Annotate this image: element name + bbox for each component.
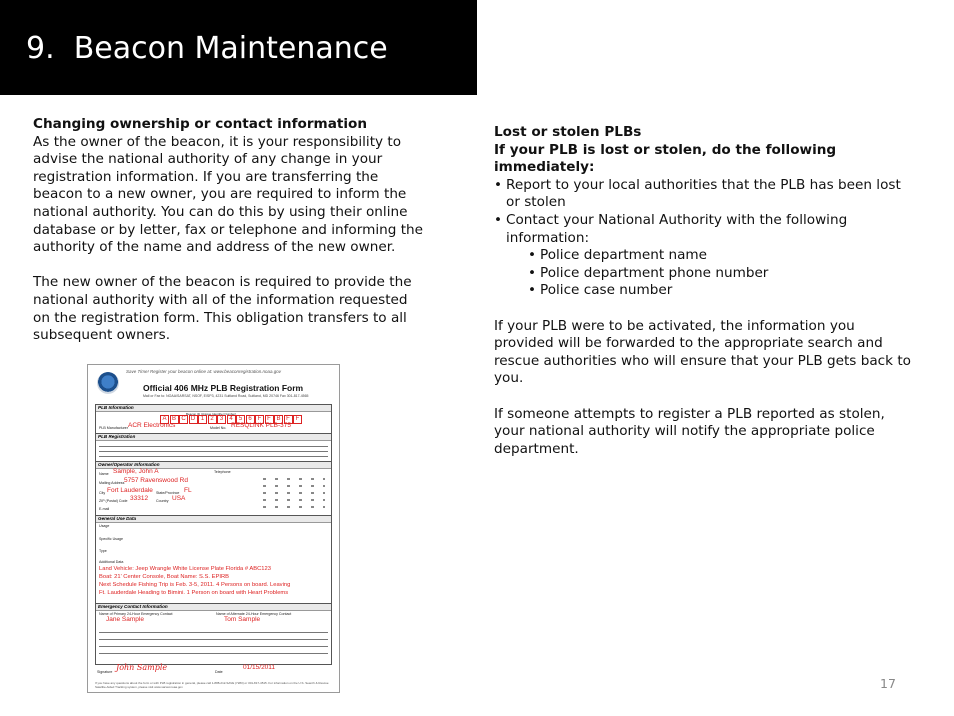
right-column	[494, 124, 914, 476]
form-title: Official 406 MHz PLB Registration Form	[143, 383, 304, 393]
list-item: • Contact your National Authority with the following information:	[494, 211, 848, 246]
form-additional-line: Next Schedule Fishing Trip is Feb. 3-5, 2011. 4 Persons on board. Leaving	[99, 582, 291, 588]
form-label: City	[99, 491, 106, 495]
ownership-paragraph-1: As the owner of the beacon, it is your responsibility to advise the national authority of any change in your registration information. If you are transferring the beacon to a new owner, you are required to inform the national authority. You can do this by using their online database or by letter, fax or telephone and informing the authority of the name and address of the new owner.	[33, 133, 423, 256]
form-zip-value: 33312	[130, 495, 149, 502]
form-plb-registration-section	[95, 433, 332, 463]
form-label: Name of Alternate 24-Hour Emergency Contact	[216, 612, 292, 616]
form-primary-contact-value: Jane Sample	[106, 616, 144, 623]
noaa-logo-icon	[97, 372, 119, 394]
form-plb-info-section	[95, 404, 332, 435]
form-label: Name of Primary 24-Hour Emergency Contact	[99, 612, 173, 616]
form-manufacturer-value: ACR Electronics	[128, 422, 176, 429]
form-label: Specific Usage	[99, 537, 123, 541]
page-title: 9. Beacon Maintenance	[26, 31, 388, 66]
form-label: E-mail	[99, 507, 110, 511]
form-country-value: USA	[172, 495, 186, 502]
ownership-heading: Changing ownership or contact information	[33, 116, 368, 132]
form-label: Type	[99, 549, 107, 553]
form-section-title: PLB Registration	[96, 434, 331, 441]
form-name-value: Sample, John A	[113, 468, 159, 475]
action-list	[494, 177, 914, 247]
header-bar	[0, 0, 477, 95]
form-additional-line: Boat: 21' Center Console, Boat Name: S.S. EPIRB	[99, 574, 229, 580]
form-label: Beacon ID (Unique Identifier Number)	[186, 412, 237, 416]
list-item: • Report to your local authorities that the PLB has been lost or stolen	[494, 176, 901, 211]
form-state-value: FL	[184, 487, 192, 494]
form-label: Country	[156, 499, 169, 503]
registration-form-image	[87, 364, 340, 693]
form-label: PLB Manufacturer	[99, 426, 128, 430]
list-item: • Police department name	[528, 247, 708, 264]
form-additional-line: Ft. Lauderdale Heading to Bimini. 1 Person on board with Heart Problems	[99, 590, 289, 596]
form-label: Usage	[99, 524, 110, 528]
form-owner-section	[95, 461, 332, 517]
form-city-value: Fort Lauderdale	[107, 487, 153, 494]
form-top-note: Save Time! Register your beacon online at: www.beaconregistration.noaa.gov	[126, 369, 282, 374]
form-model-value: RESQLINK PLB-375	[231, 422, 291, 429]
info-list	[494, 247, 914, 300]
page-number: 17	[880, 676, 896, 691]
form-section-title: General Use Data	[96, 516, 331, 523]
form-label: State/Province	[156, 491, 180, 495]
form-label: Signature	[97, 670, 113, 674]
form-label: Additional Data	[99, 560, 124, 564]
form-label: Name	[99, 472, 109, 476]
form-footer: If you have any questions about the form or with PLB registration in general, please call 1-888-212-SAVE (7283) or 301-817-4515. For information on the U.S. Search & Rescue Satellite-Aided Tracking system, please visit www.sarsat.noaa.gov	[95, 681, 329, 689]
form-signature: John Sample	[116, 663, 168, 672]
form-label: ZIP (Postal) Code	[99, 499, 128, 503]
form-label: Model No.	[210, 426, 227, 430]
lost-stolen-heading: Lost or stolen PLBs	[494, 124, 642, 140]
form-unique-id-boxes: A B C D 1 2 3 4 5 6 F F B F F	[160, 415, 303, 424]
form-emergency-section	[95, 603, 332, 665]
lost-stolen-subheading: If your PLB is lost or stolen, do the following immediately:	[494, 141, 837, 176]
ownership-paragraph-2: The new owner of the beacon is required to provide the national authority with all of the information requested on the registration form. This obligation transfers to all subsequent owners.	[33, 274, 412, 344]
form-section-title: Owner/Operator Information	[96, 462, 331, 469]
left-column	[33, 116, 425, 362]
form-section-title: PLB Information	[96, 405, 331, 412]
form-alternate-contact-value: Tom Sample	[224, 616, 261, 623]
list-item: • Police department phone number	[528, 264, 769, 281]
form-section-title: Emergency Contact Information	[96, 604, 331, 611]
form-date-value: 01/15/2011	[243, 664, 276, 671]
stolen-registration-paragraph: If someone attempts to register a PLB reported as stolen, your national authority will notify the appropriate police department.	[494, 405, 885, 457]
form-label: Date	[215, 670, 223, 674]
form-address: Mail or Fax to: NOAA/SARSAT, NSOF, E/SP3, 4231 Suitland Road, Suitland, MD 20746 Fax 301-817-4565	[143, 394, 309, 398]
form-general-use-section	[95, 515, 332, 605]
form-label: Mailing Address	[99, 481, 125, 485]
form-additional-line: Land Vehicle: Jeep Wrangle White License Plate Florida # ABC123	[99, 566, 271, 572]
list-item: • Police case number	[528, 282, 673, 299]
activation-paragraph: If your PLB were to be activated, the information you provided will be forwarded to the appropriate search and rescue authorities who will ensure that your PLB gets back to you.	[494, 317, 911, 387]
form-label: Telephone	[214, 470, 231, 474]
form-mailing-value: 5757 Ravenswood Rd	[124, 477, 188, 484]
